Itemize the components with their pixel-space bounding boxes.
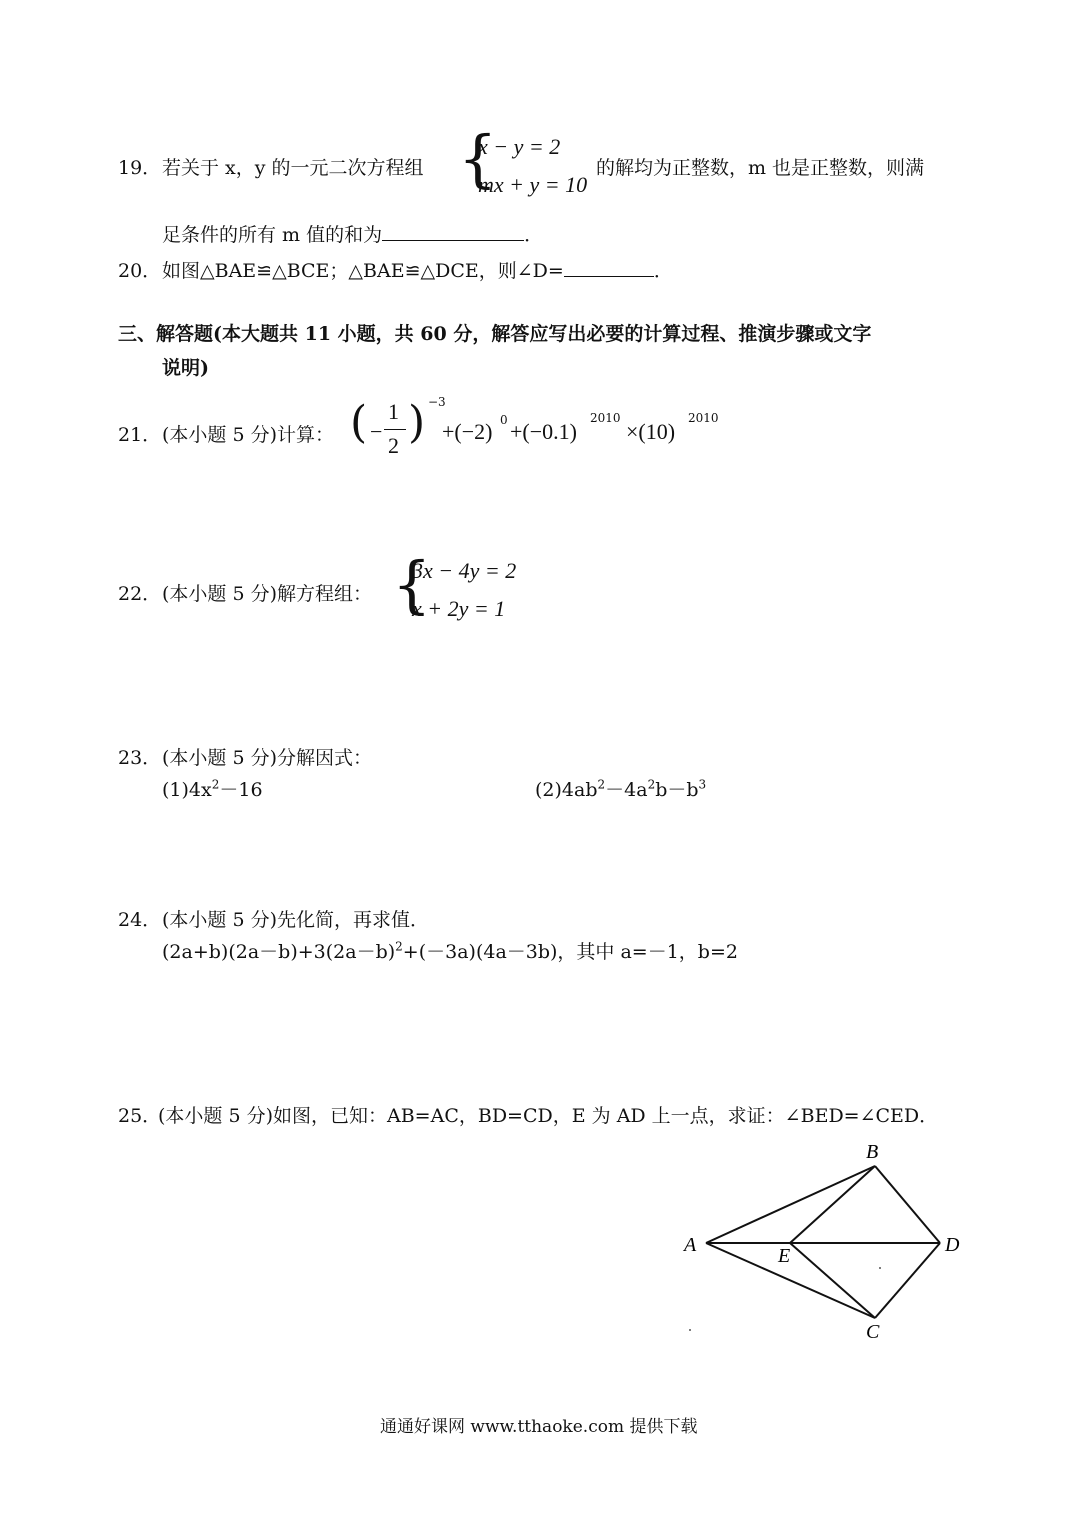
- q20-number: 20．: [118, 260, 162, 282]
- q25-text: (本小题 5 分)如图，已知：AB=AC，BD=CD，E 为 AD 上一点，求证：∠BED=∠CED．: [158, 1105, 939, 1127]
- section3-title-line2: 说明): [162, 357, 209, 379]
- segment-AB: [706, 1166, 875, 1243]
- q23-part2-a: (2)4ab: [535, 779, 598, 801]
- q21-frac-den: 2: [388, 433, 399, 458]
- q19-eq1: x − y = 2: [478, 134, 561, 159]
- q21-exp3: 2010: [590, 411, 621, 425]
- q20-end: ．: [653, 260, 673, 282]
- section3-title-line1: 三、解答题(本大题共 11 小题，共 60 分，解答应写出必要的计算过程、推演步骤或文字: [118, 323, 872, 345]
- q24-prefix: (本小题 5 分)先化简，再求值．: [162, 909, 429, 931]
- label-D: D: [945, 1234, 960, 1256]
- q22-brace: {: [392, 548, 432, 621]
- q23-part1-sup: 2: [211, 777, 220, 792]
- q22-prefix: (本小题 5 分)解方程组：: [162, 583, 372, 605]
- segment-EC: [790, 1243, 875, 1318]
- q19-text-c: 足条件的所有 m 值的和为: [162, 224, 383, 246]
- q23-part2-b: －4a: [605, 779, 648, 801]
- q23-part2-sup1: 2: [597, 777, 606, 792]
- q24-number: 24．: [118, 909, 162, 931]
- segment-CD: [875, 1243, 940, 1318]
- q23-part1-rest: －16: [219, 779, 263, 801]
- q21-exp1: −3: [428, 395, 446, 409]
- q21-exp4: 2010: [688, 411, 719, 425]
- q21-minus: −: [370, 419, 383, 444]
- segment-BD: [875, 1166, 940, 1243]
- label-B: B: [866, 1141, 879, 1163]
- q19-end: ．: [524, 224, 544, 246]
- label-C: C: [866, 1321, 880, 1343]
- q21-term4: ×(10): [626, 419, 676, 444]
- q25-number: 25．: [118, 1105, 162, 1127]
- scan-dot: [689, 1329, 691, 1331]
- q21-exp2: 0: [500, 413, 508, 427]
- q19-brace: {: [458, 122, 498, 195]
- label-A: A: [684, 1234, 697, 1256]
- q21-term2: +(−2): [442, 419, 493, 444]
- q19-eq2: mx + y = 10: [478, 172, 588, 197]
- q23-part2-c: b－b: [655, 779, 699, 801]
- q23-part1-a: (1)4x: [162, 779, 212, 801]
- q22-eq2: x + 2y = 1: [412, 596, 506, 621]
- q21-prefix: (本小题 5 分)计算：: [162, 424, 334, 446]
- q22-eq1: 3x − 4y = 2: [412, 558, 517, 583]
- q21-term3: +(−0.1): [510, 419, 577, 444]
- q23-part2-sup3: 3: [698, 777, 707, 792]
- q21-number: 21．: [118, 424, 162, 446]
- q21-left-paren: (: [350, 397, 368, 448]
- q23-prefix: (本小题 5 分)分解因式：: [162, 747, 372, 769]
- q20-text: 如图△BAE≌△BCE；△BAE≌△DCE，则∠D=: [162, 260, 564, 282]
- q19-text-a: 若关于 x，y 的一元二次方程组: [162, 157, 424, 179]
- q24-expr-a: (2a+b)(2a－b)+3(2a－b): [162, 941, 396, 963]
- segment-EB: [790, 1166, 875, 1243]
- scan-dot: [879, 1267, 881, 1269]
- footer-text: 通通好课网 www.tthaoke.com 提供下载: [380, 1417, 698, 1437]
- q19-text-b: 的解均为正整数，m 也是正整数，则满: [596, 157, 925, 179]
- q21-right-paren: ): [408, 397, 426, 448]
- q21-frac-num: 1: [388, 399, 399, 424]
- q19-number: 19．: [118, 157, 162, 179]
- segment-AC: [706, 1243, 875, 1318]
- q24-expr-b: +(－3a)(4a－3b)，其中 a=－1，b=2: [402, 941, 738, 963]
- q24-expr-sup: 2: [395, 939, 403, 954]
- q23-number: 23．: [118, 747, 162, 769]
- q23-part2-sup2: 2: [647, 777, 656, 792]
- q22-number: 22．: [118, 583, 162, 605]
- label-E: E: [778, 1245, 791, 1267]
